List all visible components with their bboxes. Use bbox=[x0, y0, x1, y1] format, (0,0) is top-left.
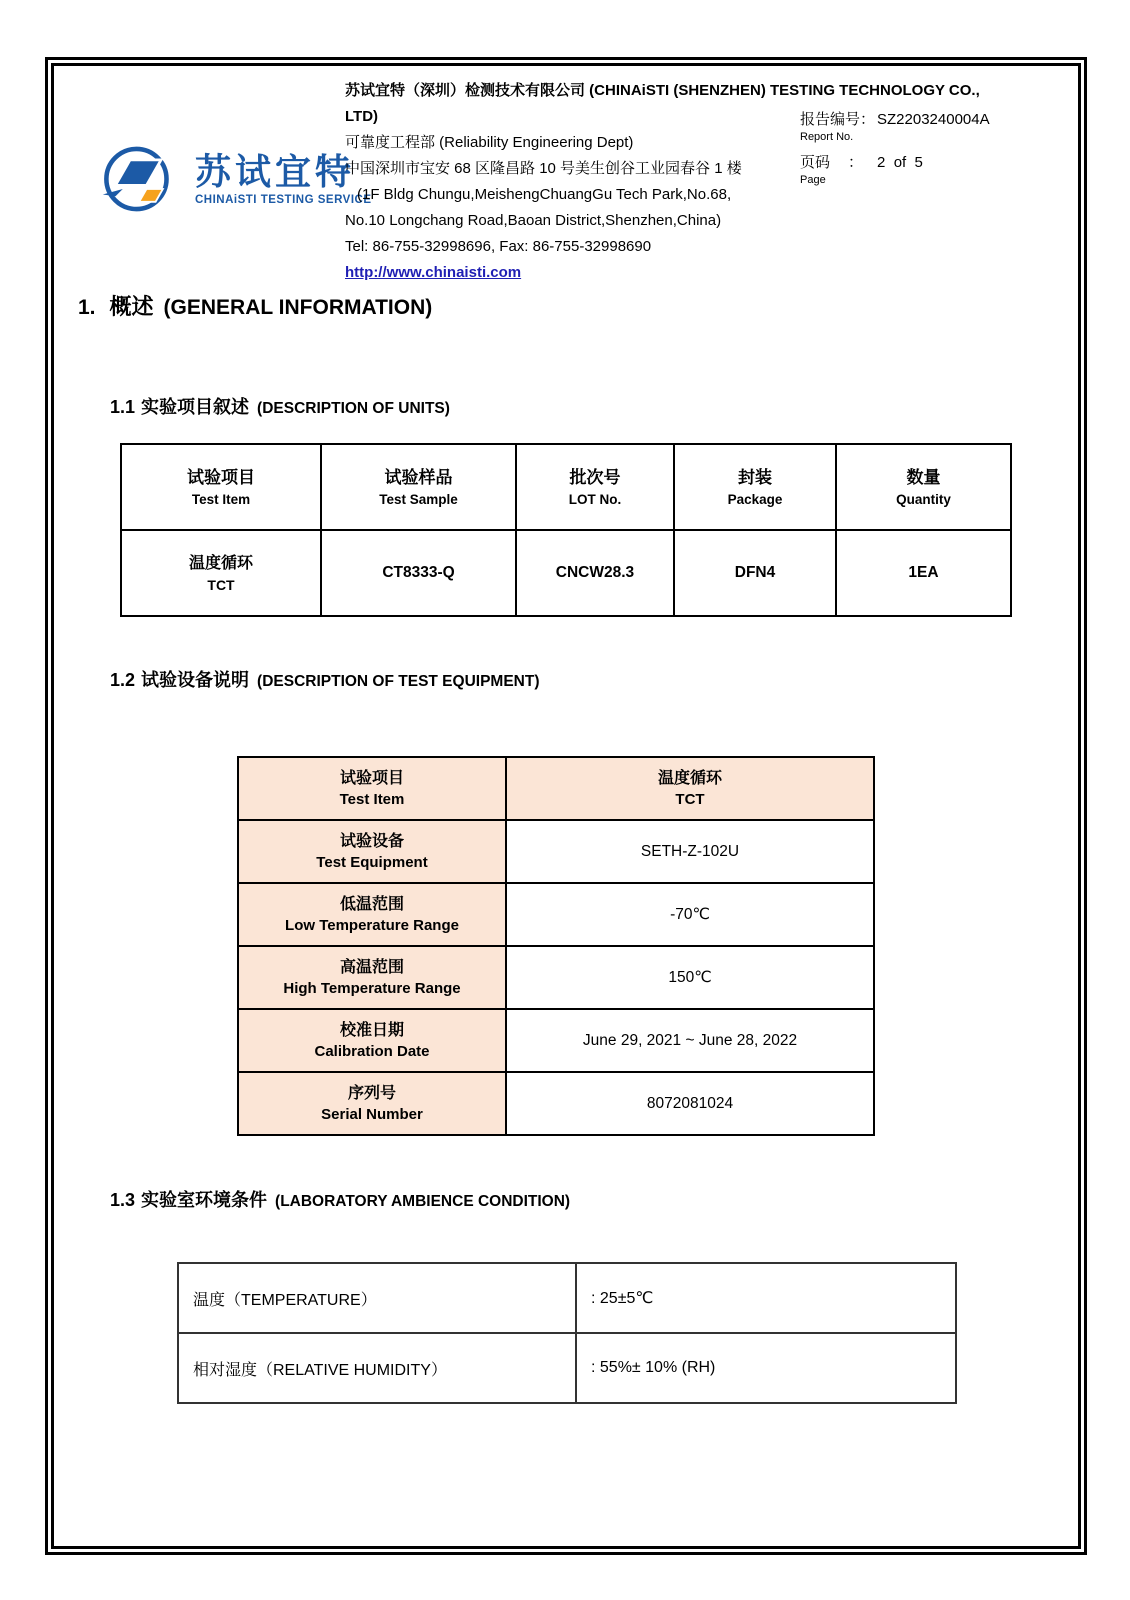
tel-fax-line: Tel: 86-755-32998696, Fax: 86-755-32998690 bbox=[345, 238, 652, 255]
units-col-lot-no bbox=[516, 444, 674, 530]
ambience-row-temperature bbox=[178, 1263, 956, 1333]
ambience-label-temperature: 温度（TEMPERATURE） bbox=[178, 1263, 576, 1333]
section-1-1-title-cn: 实验项目叙述 bbox=[141, 397, 250, 417]
equipment-value-test-equipment: SETH-Z-102U bbox=[506, 820, 874, 883]
equipment-label-test-equipment bbox=[238, 820, 506, 883]
equipment-value-calibration-date: June 29, 2021 ~ June 28, 2022 bbox=[506, 1009, 874, 1072]
units-cell-test-item-cn: 温度循环 bbox=[188, 554, 253, 572]
units-cell-test-sample: CT8333-Q bbox=[321, 530, 516, 616]
company-name-line2: LTD) bbox=[345, 108, 379, 125]
units-col-lot-no-en: LOT No. bbox=[568, 491, 622, 507]
units-col-quantity-cn: 数量 bbox=[906, 467, 941, 487]
equipment-label-low-temp-en: Low Temperature Range bbox=[285, 917, 459, 934]
page-colon: ： bbox=[848, 154, 864, 171]
equipment-value-serial-number: 8072081024 bbox=[506, 1072, 874, 1135]
equipment-label-calibration-date-en: Calibration Date bbox=[314, 1043, 430, 1060]
report-no-label: 报告编号： bbox=[800, 111, 876, 128]
equipment-row-low-temp bbox=[238, 883, 874, 946]
equipment-label-low-temp-cn: 低温范围 bbox=[339, 896, 404, 913]
equipment-value-low-temp: -70℃ bbox=[506, 883, 874, 946]
section-1-1-title-en: (DESCRIPTION OF UNITS) bbox=[257, 400, 450, 417]
section-1-3-number: 1.3 bbox=[110, 1190, 136, 1210]
report-no-row bbox=[800, 108, 990, 129]
section-1-title bbox=[78, 290, 432, 321]
logo-mark-icon bbox=[95, 138, 187, 220]
equipment-label-high-temp bbox=[238, 946, 506, 1009]
equipment-row-high-temp bbox=[238, 946, 874, 1009]
equipment-label-serial-number bbox=[238, 1072, 506, 1135]
ambience-value-temperature: : 25±5℃ bbox=[576, 1263, 956, 1333]
equipment-label-test-equipment-cn: 试验设备 bbox=[339, 833, 404, 850]
units-col-test-sample bbox=[321, 444, 516, 530]
equipment-value-test-item-cn: 温度循环 bbox=[657, 770, 722, 787]
section-1-1-number: 1.1 bbox=[110, 397, 136, 417]
ambience-value-humidity: : 55%± 10% (RH) bbox=[576, 1333, 956, 1403]
equipment-label-calibration-date bbox=[238, 1009, 506, 1072]
section-1-title-en: (GENERAL INFORMATION) bbox=[163, 296, 433, 319]
equipment-label-test-equipment-en: Test Equipment bbox=[316, 854, 428, 871]
units-cell-test-item-en: TCT bbox=[207, 576, 235, 593]
section-1-3-title-en: (LABORATORY AMBIENCE CONDITION) bbox=[275, 1193, 571, 1210]
units-cell-lot-no: CNCW28.3 bbox=[516, 530, 674, 616]
units-col-test-item-en: Test Item bbox=[191, 491, 251, 507]
equipment-value-high-temp: 150℃ bbox=[506, 946, 874, 1009]
equipment-value-test-item-en: TCT bbox=[675, 791, 705, 808]
page-label-en: Page bbox=[800, 174, 826, 186]
ambience-label-humidity: 相对湿度（RELATIVE HUMIDITY） bbox=[178, 1333, 576, 1403]
units-col-quantity-en: Quantity bbox=[896, 491, 951, 507]
section-1-2-title bbox=[110, 666, 539, 692]
section-1-3-title bbox=[110, 1186, 570, 1212]
report-meta-block bbox=[800, 108, 990, 194]
report-no-value: SZ2203240004A bbox=[877, 111, 990, 128]
equipment-label-test-item-en: Test Item bbox=[339, 791, 405, 808]
address-en-line1: (1F Bldg Chungu,MeishengChuangGu Tech Park,No.68, bbox=[357, 186, 732, 203]
section-1-2-title-en: (DESCRIPTION OF TEST EQUIPMENT) bbox=[257, 673, 540, 690]
address-en-line2: No.10 Longchang Road,Baoan District,Shenzhen,China) bbox=[345, 212, 722, 229]
section-1-2-title-cn: 试验设备说明 bbox=[141, 670, 250, 690]
section-1-3-title-cn: 实验室环境条件 bbox=[141, 1190, 268, 1210]
department-line: 可靠度工程部 (Reliability Engineering Dept) bbox=[345, 134, 634, 151]
units-cell-quantity: 1EA bbox=[836, 530, 1011, 616]
equipment-row-calibration-date bbox=[238, 1009, 874, 1072]
units-col-test-item-cn: 试验项目 bbox=[187, 467, 255, 487]
section-1-title-cn: 概述 bbox=[109, 294, 154, 319]
equipment-table bbox=[237, 756, 875, 1136]
company-website-link[interactable]: http://www.chinaisti.com bbox=[345, 264, 522, 281]
units-col-package-cn: 封装 bbox=[738, 467, 772, 487]
page-number-row bbox=[800, 151, 990, 172]
units-col-quantity bbox=[836, 444, 1011, 530]
units-col-test-sample-en: Test Sample bbox=[379, 491, 458, 507]
units-col-lot-no-cn: 批次号 bbox=[569, 467, 621, 487]
units-cell-package: DFN4 bbox=[674, 530, 836, 616]
section-1-2-number: 1.2 bbox=[110, 670, 136, 690]
section-1-1-title bbox=[110, 393, 450, 419]
units-col-package bbox=[674, 444, 836, 530]
units-col-test-sample-cn: 试验样品 bbox=[384, 467, 453, 487]
page-label-cn: 页码 bbox=[800, 154, 831, 171]
equipment-label-serial-number-en: Serial Number bbox=[321, 1106, 423, 1123]
equipment-row-test-equipment bbox=[238, 820, 874, 883]
equipment-label-high-temp-en: High Temperature Range bbox=[283, 980, 461, 997]
equipment-label-high-temp-cn: 高温范围 bbox=[339, 959, 404, 976]
equipment-row-test-item bbox=[238, 757, 874, 820]
ambience-row-humidity bbox=[178, 1333, 956, 1403]
equipment-row-serial-number bbox=[238, 1072, 874, 1135]
equipment-label-test-item-cn: 试验项目 bbox=[339, 770, 404, 787]
report-no-label-en: Report No. bbox=[800, 131, 854, 143]
units-table-data-row bbox=[121, 530, 1011, 616]
logo-cn-text: 苏试宜特 bbox=[195, 150, 356, 192]
units-table-header-row bbox=[121, 444, 1011, 530]
ambience-table bbox=[177, 1262, 957, 1404]
units-table bbox=[120, 443, 1012, 617]
units-cell-test-item bbox=[121, 530, 321, 616]
equipment-label-calibration-date-cn: 校准日期 bbox=[339, 1022, 404, 1039]
equipment-label-test-item bbox=[238, 757, 506, 820]
logo-en-text: CHINAiSTI TESTING SERVICE bbox=[195, 194, 372, 207]
units-col-package-en: Package bbox=[727, 491, 783, 507]
company-name-line1: 苏试宜特（深圳）检测技术有限公司 (CHINAiSTI (SHENZHEN) TESTING TECHNOLOGY CO., bbox=[345, 82, 980, 99]
address-cn-line: 中国深圳市宝安 68 区隆昌路 10 号美生创谷工业园春谷 1 楼 bbox=[345, 160, 742, 177]
equipment-label-serial-number-cn: 序列号 bbox=[347, 1085, 396, 1102]
equipment-value-test-item bbox=[506, 757, 874, 820]
page-number-value: 2 of 5 bbox=[877, 154, 923, 171]
company-logo bbox=[95, 138, 372, 220]
section-1-number: 1. bbox=[78, 296, 96, 319]
equipment-label-low-temp bbox=[238, 883, 506, 946]
units-col-test-item bbox=[121, 444, 321, 530]
